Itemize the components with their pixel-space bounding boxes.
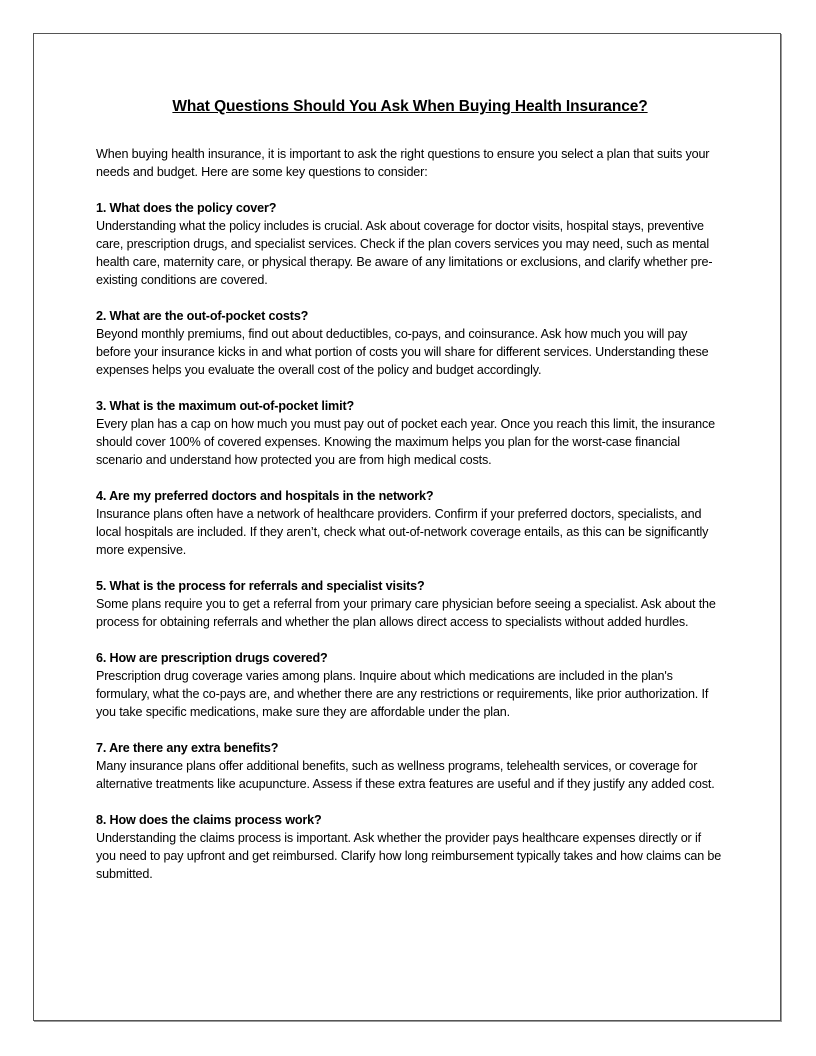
section-heading: 2. What are the out-of-pocket costs?	[96, 309, 309, 323]
section-claims-process	[96, 811, 724, 883]
section-referrals	[96, 577, 724, 631]
section-max-out-of-pocket	[96, 397, 724, 469]
section-heading: 8. How does the claims process work?	[96, 813, 322, 827]
document-title: What Questions Should You Ask When Buying Health Insurance?	[172, 98, 648, 115]
document-content	[96, 97, 724, 901]
section-body: Every plan has a cap on how much you must pay out of pocket each year. Once you reach this limit, the insurance should cover 100% of covered expenses. Knowing the maximum helps you plan for the worst-case financial scenario and understand how protected you are from high medical costs.	[96, 417, 715, 467]
section-body: Prescription drug coverage varies among plans. Inquire about which medications are included in the plan's formulary, what the co-pays are, and whether there are any restrictions or requirements, like prior authorization. If you take specific medications, make sure they are affordable under the plan.	[96, 669, 709, 719]
section-body: Understanding what the policy includes is crucial. Ask about coverage for doctor visits, hospital stays, preventive care, prescription drugs, and specialist services. Check if the plan covers services you may need, such as mental health care, maternity care, or physical therapy. Be aware of any limitations or exclusions, and clarify whether pre-existing conditions are covered.	[96, 219, 713, 287]
section-body: Many insurance plans offer additional benefits, such as wellness programs, telehealth services, or coverage for alternative treatments like acupuncture. Assess if these extra features are useful and if they justify any added cost.	[96, 759, 715, 791]
section-body: Understanding the claims process is important. Ask whether the provider pays healthcare expenses directly or if you need to pay upfront and get reimbursed. Clarify how long reimbursement typically takes and how claims can be submitted.	[96, 831, 722, 881]
section-heading: 5. What is the process for referrals and specialist visits?	[96, 579, 425, 593]
section-body: Insurance plans often have a network of healthcare providers. Confirm if your preferred doctors, specialists, and local hospitals are included. If they aren’t, check what out-of-network coverage entails, as this can be significantly more expensive.	[96, 507, 709, 557]
section-policy-cover	[96, 199, 724, 289]
section-extra-benefits	[96, 739, 724, 793]
section-network	[96, 487, 724, 559]
section-body: Some plans require you to get a referral from your primary care physician before seeing a specialist. Ask about the process for obtaining referrals and whether the plan allows direct access to specialists without added hurdles.	[96, 597, 716, 629]
section-prescription-drugs	[96, 649, 724, 721]
section-heading: 1. What does the policy cover?	[96, 201, 277, 215]
section-body: Beyond monthly premiums, find out about deductibles, co-pays, and coinsurance. Ask how much you will pay before your insurance kicks in and what portion of costs you will share for different services. Understanding these expenses helps you evaluate the overall cost of the policy and budget accordingly.	[96, 327, 709, 377]
intro-paragraph: When buying health insurance, it is important to ask the right questions to ensure you select a plan that suits your needs and budget. Here are some key questions to consider:	[96, 147, 710, 179]
section-heading: 7. Are there any extra benefits?	[96, 741, 279, 755]
section-out-of-pocket-costs	[96, 307, 724, 379]
section-heading: 3. What is the maximum out-of-pocket limit?	[96, 399, 355, 413]
section-heading: 6. How are prescription drugs covered?	[96, 651, 328, 665]
section-heading: 4. Are my preferred doctors and hospitals in the network?	[96, 489, 434, 503]
